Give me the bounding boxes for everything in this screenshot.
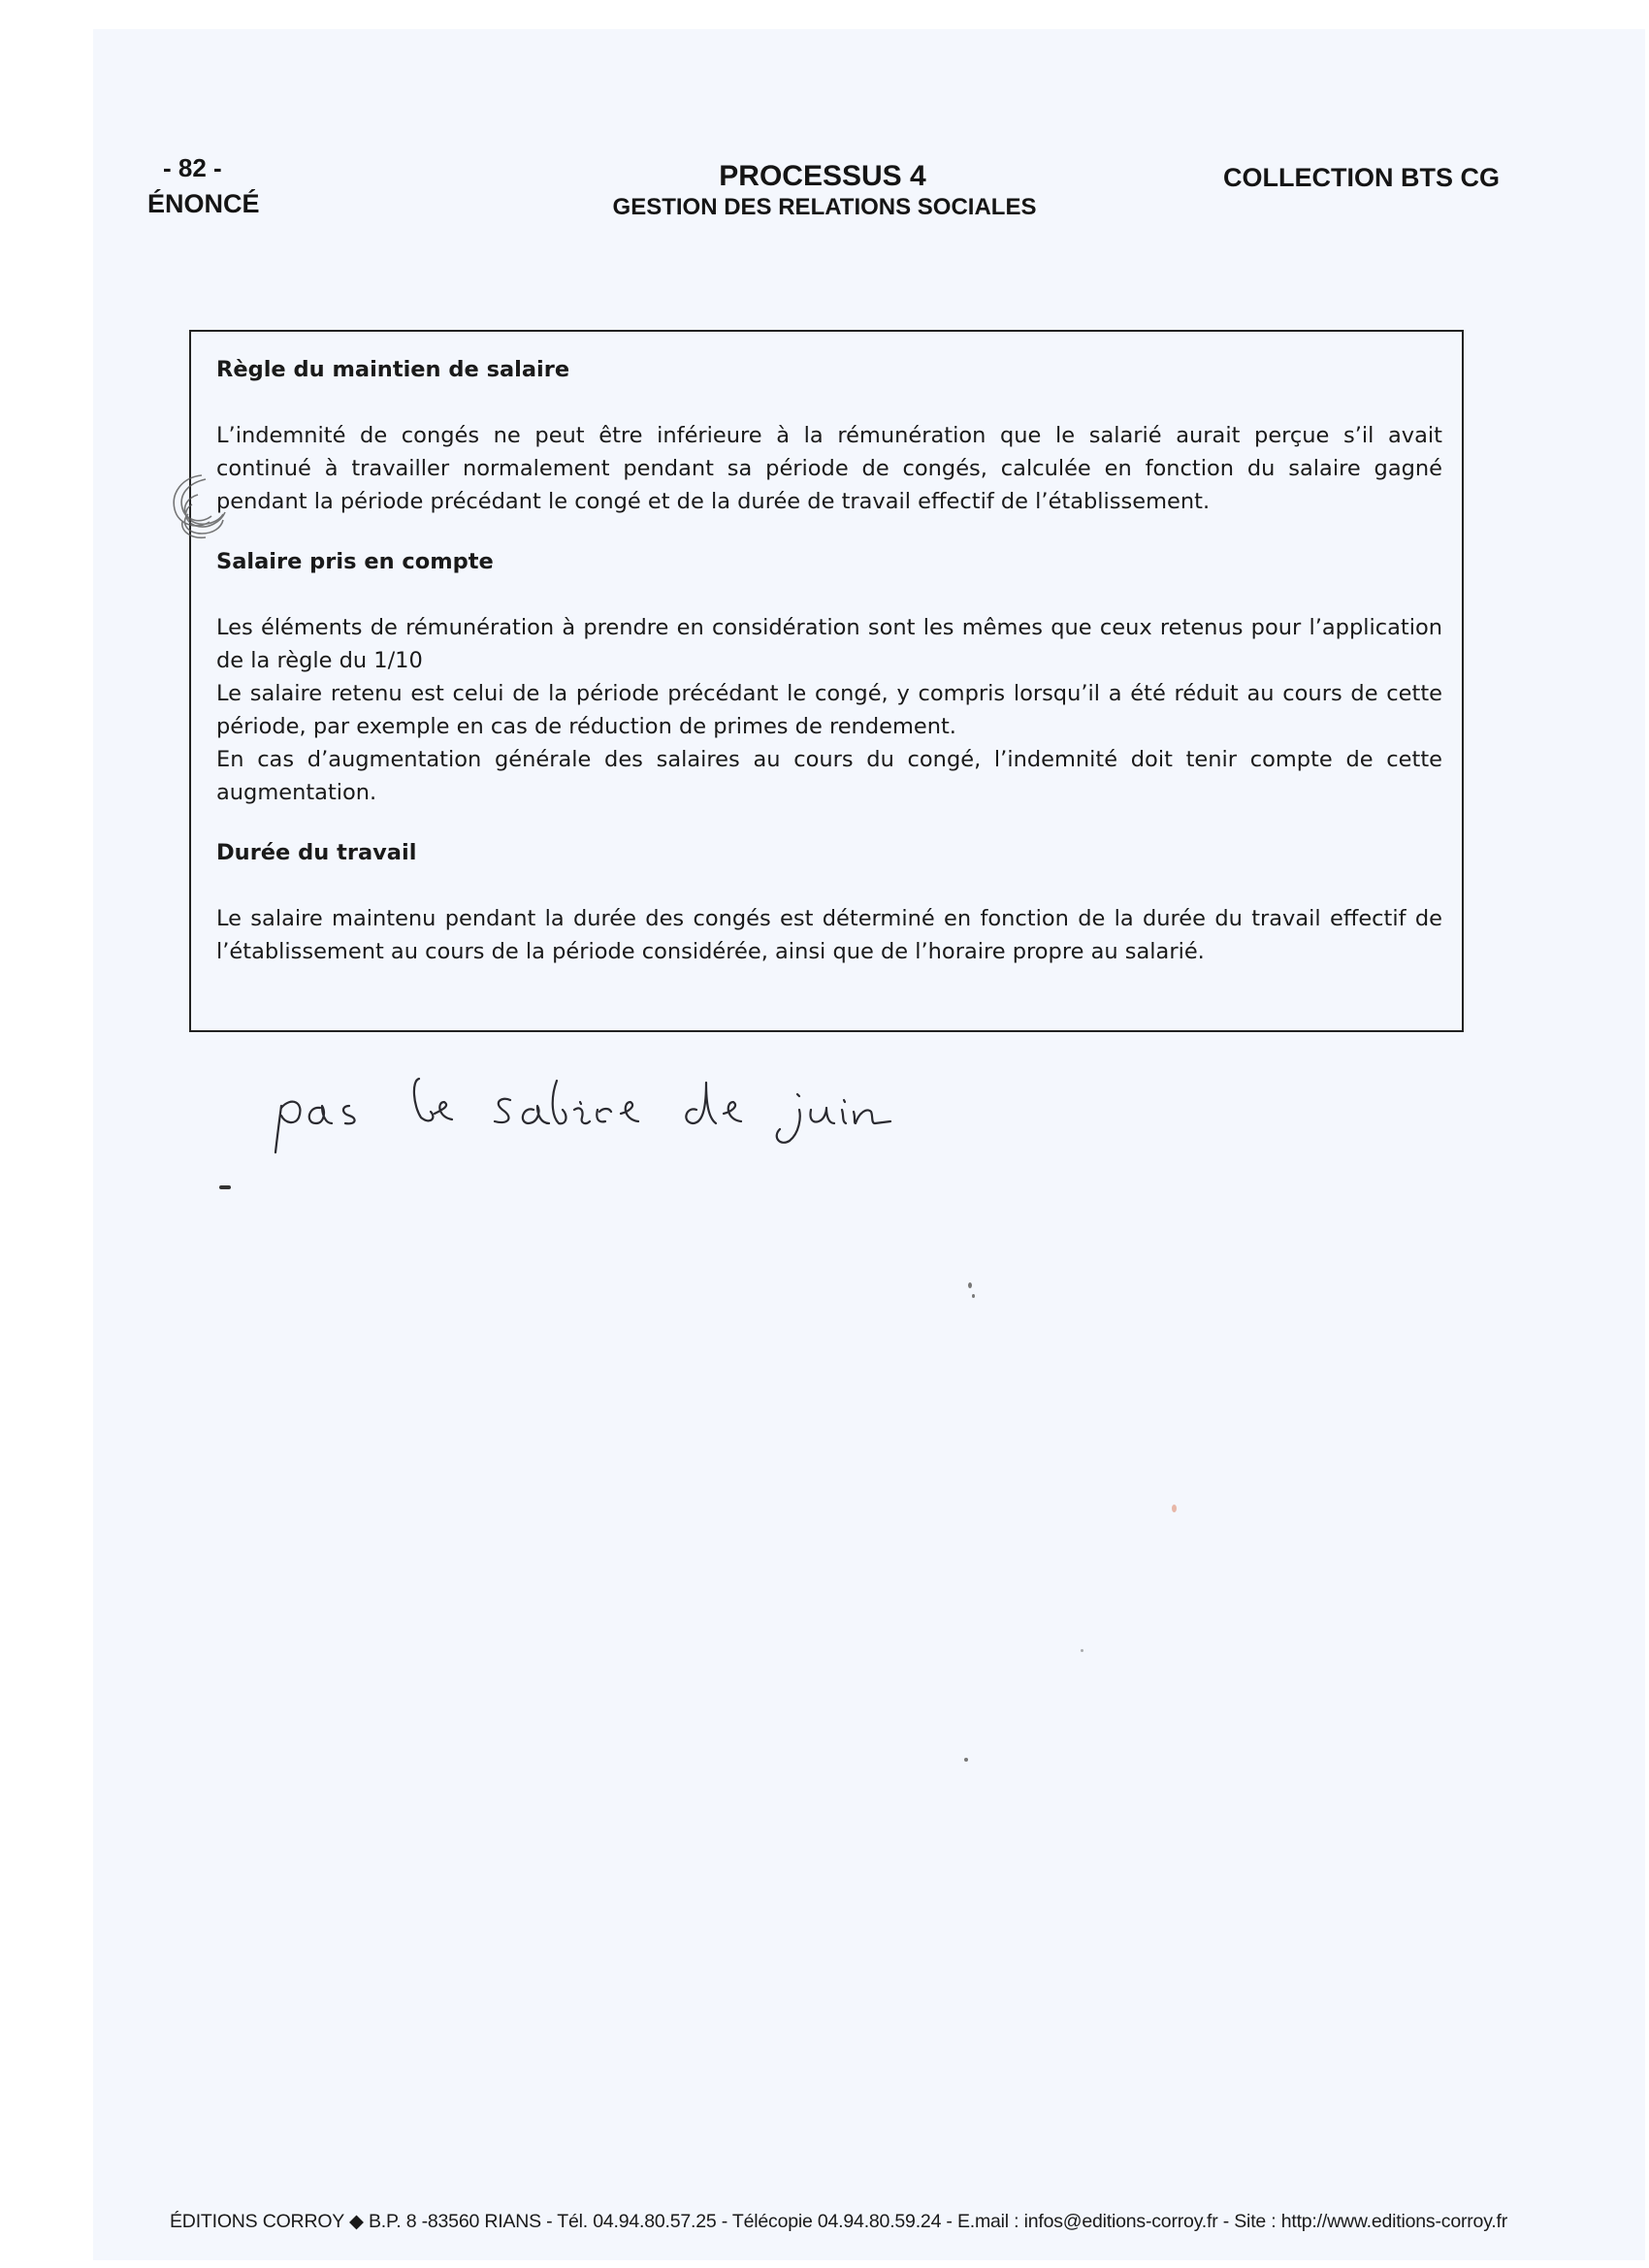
text-line: Le salaire maintenu pendant la durée des congés est déterminé en fonction de la durée du travail effectif de bbox=[216, 906, 1442, 931]
handwritten-note bbox=[260, 1067, 939, 1154]
paragraph-maintien bbox=[216, 419, 1442, 518]
process-title-text: PROCESSUS 4 bbox=[719, 160, 926, 192]
section-title-salaire: Salaire pris en compte bbox=[216, 549, 494, 574]
scan-speck bbox=[964, 1758, 968, 1762]
rules-box-content bbox=[216, 353, 1442, 968]
text-line: pendant la période précédant le congé et de la durée de travail effectif de l’établissement. bbox=[216, 489, 1211, 514]
paragraph-duree bbox=[216, 902, 1442, 968]
rules-box bbox=[189, 330, 1464, 1032]
text-line: En cas d’augmentation générale des salaires au cours du congé, l’indemnité doit tenir compte de cette bbox=[216, 747, 1442, 772]
scan-speck bbox=[968, 1282, 972, 1288]
section-title-maintien: Règle du maintien de salaire bbox=[216, 357, 570, 382]
collection-label: COLLECTION BTS CG bbox=[1223, 163, 1500, 192]
text-line: Les éléments de rémunération à prendre en considération sont les mêmes que ceux retenus pour l’application bbox=[216, 615, 1442, 640]
page-number: - 82 - bbox=[163, 153, 222, 182]
text-line: période, par exemple en cas de réduction de primes de rendement. bbox=[216, 714, 956, 739]
section-title-duree: Durée du travail bbox=[216, 840, 417, 865]
text-line: l’établissement au cours de la période considérée, ainsi que de l’horaire propre au salarié. bbox=[216, 939, 1205, 964]
scan-speck bbox=[972, 1294, 975, 1298]
text-line: Le salaire retenu est celui de la période précédant le congé, y compris lorsqu’il a été réduit au cours de cette bbox=[216, 681, 1442, 706]
handwritten-dash bbox=[219, 1185, 231, 1189]
process-subtitle: GESTION DES RELATIONS SOCIALES bbox=[612, 194, 1037, 220]
scan-speck bbox=[1081, 1649, 1083, 1652]
scan-speck bbox=[1172, 1505, 1177, 1512]
text-line: augmentation. bbox=[216, 780, 377, 805]
text-line: continué à travailler normalement pendant sa période de congés, calculée en fonction du salaire gagné bbox=[216, 456, 1442, 481]
pencil-scribble-mark bbox=[163, 466, 241, 553]
publisher-footer: ÉDITIONS CORROY ◆ B.P. 8 -83560 RIANS - Tél. 04.94.80.57.25 - Télécopie 04.94.80.59.24 - E.mail : infos@editions-corroy.fr - Site : http://www.editions-corroy.fr bbox=[170, 2211, 1508, 2232]
text-line: L’indemnité de congés ne peut être inférieure à la rémunération que le salarié aurait perçue s’il avait bbox=[216, 423, 1442, 448]
text-line: de la règle du 1/10 bbox=[216, 648, 423, 673]
paragraph-salaire bbox=[216, 611, 1442, 809]
section-label: ÉNONCÉ bbox=[147, 189, 260, 218]
